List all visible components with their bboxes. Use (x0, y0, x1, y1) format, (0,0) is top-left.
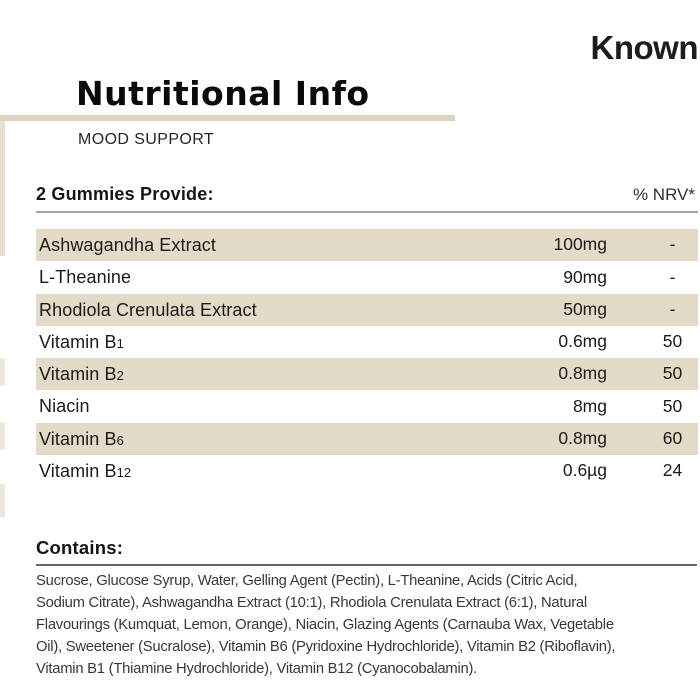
nrv-column-label: % NRV* (632, 185, 695, 204)
table-row (36, 358, 698, 390)
nutrient-name: Niacin (39, 396, 90, 417)
nutrient-nrv: 60 (662, 427, 683, 448)
edge-artifact (0, 422, 5, 450)
ingredient-line: Vitamin B1 (Thiamine Hydrochloride), Vitamin B12 (Cyanocobalamin). (36, 661, 478, 677)
table-row (36, 326, 698, 358)
nutrition-table (36, 229, 698, 487)
nutrient-amount: 0.8mg (558, 363, 607, 384)
nutrient-nrv: 50 (662, 363, 683, 384)
nutrient-name: L-Theanine (39, 267, 132, 288)
nutrient-amount: 90mg (563, 266, 607, 287)
nutrient-nrv: 24 (662, 460, 683, 481)
brand-wordmark: Known (590, 29, 698, 66)
nutrient-amount: 0.8mg (558, 427, 607, 448)
nutrient-name: Ashwagandha Extract (39, 235, 217, 256)
nutrient-name: Vitamin B12 (39, 460, 132, 481)
contains-divider (36, 564, 697, 566)
table-row (36, 423, 698, 455)
nutrient-amount: 50mg (563, 298, 607, 319)
page-title: Nutritional Info (76, 74, 370, 113)
nutrient-name: Vitamin B6 (39, 428, 124, 449)
nutrient-nrv: - (669, 298, 676, 319)
table-header-divider (36, 211, 698, 213)
product-variant-label: MOOD SUPPORT (78, 131, 215, 148)
nutrient-nrv: - (669, 234, 676, 255)
serving-header (36, 184, 698, 205)
table-row (36, 455, 698, 487)
ingredients-paragraph (36, 570, 700, 680)
edge-artifact (0, 484, 5, 517)
serving-label: 2 Gummies Provide: (36, 184, 214, 204)
ingredient-line: Flavourings (Kumquat, Lemon, Orange), Niacin, Glazing Agents (Carnauba Wax, Vegetable (36, 617, 614, 633)
ingredient-line: Sodium Citrate), Ashwagandha Extract (10:1), Rhodiola Crenulata Extract (6:1), Natural (36, 595, 587, 611)
nutrient-name: Vitamin B1 (39, 331, 124, 352)
nutrient-nrv: - (669, 266, 676, 287)
table-row (36, 261, 698, 293)
ingredient-line: Oil), Sweetener (Sucralose), Vitamin B6 (Pyridoxine Hydrochloride), Vitamin B2 (Riboflavin), (36, 639, 616, 655)
nutrient-name: Rhodiola Crenulata Extract (39, 299, 257, 320)
table-row (36, 229, 698, 261)
nutrient-name: Vitamin B2 (39, 364, 124, 385)
nutrient-nrv: 50 (662, 395, 683, 416)
nutrient-amount: 0.6µg (562, 460, 607, 481)
contains-heading: Contains: (36, 537, 124, 558)
edge-artifact (0, 358, 5, 386)
table-row (36, 390, 698, 422)
ingredient-line: Sucrose, Glucose Syrup, Water, Gelling Agent (Pectin), L-Theanine, Acids (Citric Acid, (36, 573, 578, 589)
nutrient-amount: 0.6mg (558, 331, 607, 352)
nutrient-nrv: 50 (662, 331, 683, 352)
nutrient-amount: 8mg (572, 395, 607, 416)
table-row (36, 294, 698, 326)
nutrient-amount: 100mg (553, 234, 607, 255)
edge-artifact (0, 121, 5, 256)
title-underline-accent (0, 115, 455, 121)
